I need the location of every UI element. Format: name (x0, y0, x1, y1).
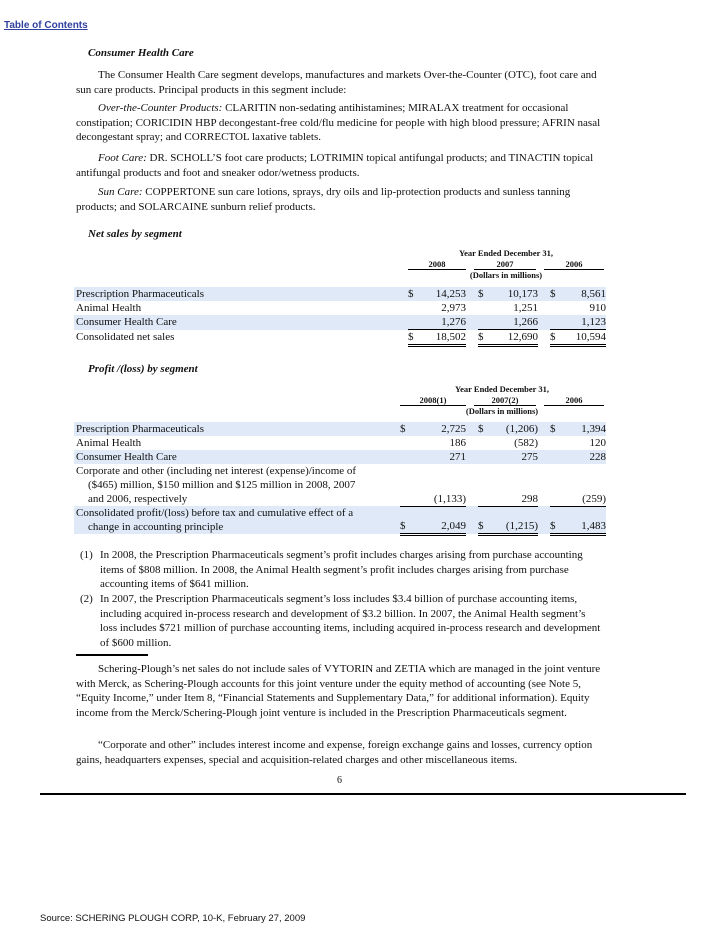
profit-year-2006: 2006 (544, 395, 604, 406)
profit-header-unit: (Dollars in millions) (465, 406, 539, 416)
foot-care-paragraph: Foot Care: DR. SCHOLL’S foot care products; LOTRIMIN topical antifungal products; and TINACTIN topical antifungal products and foot and sneaker odor/wetness products. (76, 152, 594, 179)
net-sales-title: Net sales by segment (88, 228, 182, 240)
consumer-health-intro: The Consumer Health Care segment develops, manufactures and markets Over-the-Counter (OTC), foot care and sun care products. Principal products in this segment include: (76, 69, 597, 96)
net-sales-table (74, 287, 606, 347)
profit-table (74, 422, 606, 536)
body-paragraph-equity: Schering-Plough’s net sales do not include sales of VYTORIN and ZETIA which are managed in the joint venture with Merck, as Schering-Plough accounts for this joint venture under the equity method of accounting (see Note 5, “Equity Income,” under Item 8, “Financial Statements and Supplementary Data,” for additional information). Equity income from the Merck/Schering-Plough joint venture is included in the Prescription Pharmaceuticals segment. (76, 663, 601, 719)
table-row: Animal Health 186 (582) 120 (76, 437, 606, 449)
page-number: 6 (337, 775, 342, 786)
net-sales-year-2006: 2006 (544, 259, 604, 270)
footnote-divider (76, 654, 148, 656)
otc-label: Over-the-Counter Products: (98, 102, 223, 114)
net-sales-year-2008: 2008 (408, 259, 466, 270)
consumer-health-title: Consumer Health Care (88, 47, 194, 59)
body-paragraph-corporate: “Corporate and other” includes interest income and expense, foreign exchange gains and losses, currency option gains, headquarters expenses, special and acquisition-related charges and other miscellaneous items. (76, 739, 593, 766)
page-divider (40, 793, 686, 795)
net-sales-year-2007: 2007 (474, 259, 536, 270)
table-row: Animal Health 2,973 1,251 910 (76, 302, 606, 314)
profit-header-top: Year Ended December 31, (454, 384, 550, 394)
table-row: Prescription Pharmaceuticals $ 2,725 $ (1,206) $ 1,394 (76, 423, 606, 435)
table-row: Consolidated net sales $ 18,502 $ 12,690 $ 10,594 (74, 330, 606, 346)
footnote-1: (1) In 2008, the Prescription Pharmaceuticals segment’s profit includes charges arising from purchase accounting items of $808 million. In 2008, the Animal Health segment’s profit includes charges arising from purchase accounting items of $641 million. (80, 549, 583, 590)
table-row: Consolidated profit/(loss) before tax and cumulative effect of a change in accounting principle $ 2,049 $ (1,215) $ 1,483 (76, 507, 606, 533)
sun-care-label: Sun Care: (98, 186, 143, 198)
footnote-2: (2) In 2007, the Prescription Pharmaceuticals segment’s loss includes $3.4 billion of purchase accounting items, including acquired in-process research and development of $3.2 billion. In 2007, the Animal Health segment’s loss includes $721 million of purchase accounting items, including acquired in-process research and development of $600 million. (80, 593, 601, 649)
table-row: Consumer Health Care 271 275 228 (76, 451, 606, 463)
profit-year-2008: 2008(1) (400, 395, 466, 406)
net-sales-header-unit: (Dollars in millions) (469, 270, 543, 280)
profit-year-2007: 2007(2) (474, 395, 536, 406)
source-citation: Source: SCHERING PLOUGH CORP, 10-K, February 27, 2009 (40, 913, 306, 924)
otc-products-paragraph: Over-the-Counter Products: CLARITIN non-sedating antihistamines; MIRALAX treatment for occasional constipation; CORICIDIN HBP decongestant-free cold/flu medicine for people with high blood pressure; AFRIN nasal decongestant spray; and CORRECTOL laxative tablets. (76, 102, 601, 143)
sun-care-paragraph: Sun Care: COPPERTONE sun care lotions, sprays, dry oils and lip-protection products and sunless tanning products; and SOLARCAINE sunburn relief products. (76, 186, 571, 213)
table-row: Consumer Health Care 1,276 1,266 1,123 (76, 316, 606, 328)
table-of-contents-link[interactable]: Table of Contents (4, 20, 88, 31)
foot-care-label: Foot Care: (98, 152, 147, 164)
table-row: Corporate and other (including net interest (expense)/income of ($465) million, $150 million and $125 million in 2008, 2007 and 2006, respectively (1,133) 298 (259) (76, 465, 606, 505)
profit-title: Profit /(loss) by segment (88, 363, 198, 375)
table-row: Prescription Pharmaceuticals $ 14,253 $ 10,173 $ 8,561 (76, 288, 606, 300)
net-sales-header-top: Year Ended December 31, (458, 248, 554, 258)
